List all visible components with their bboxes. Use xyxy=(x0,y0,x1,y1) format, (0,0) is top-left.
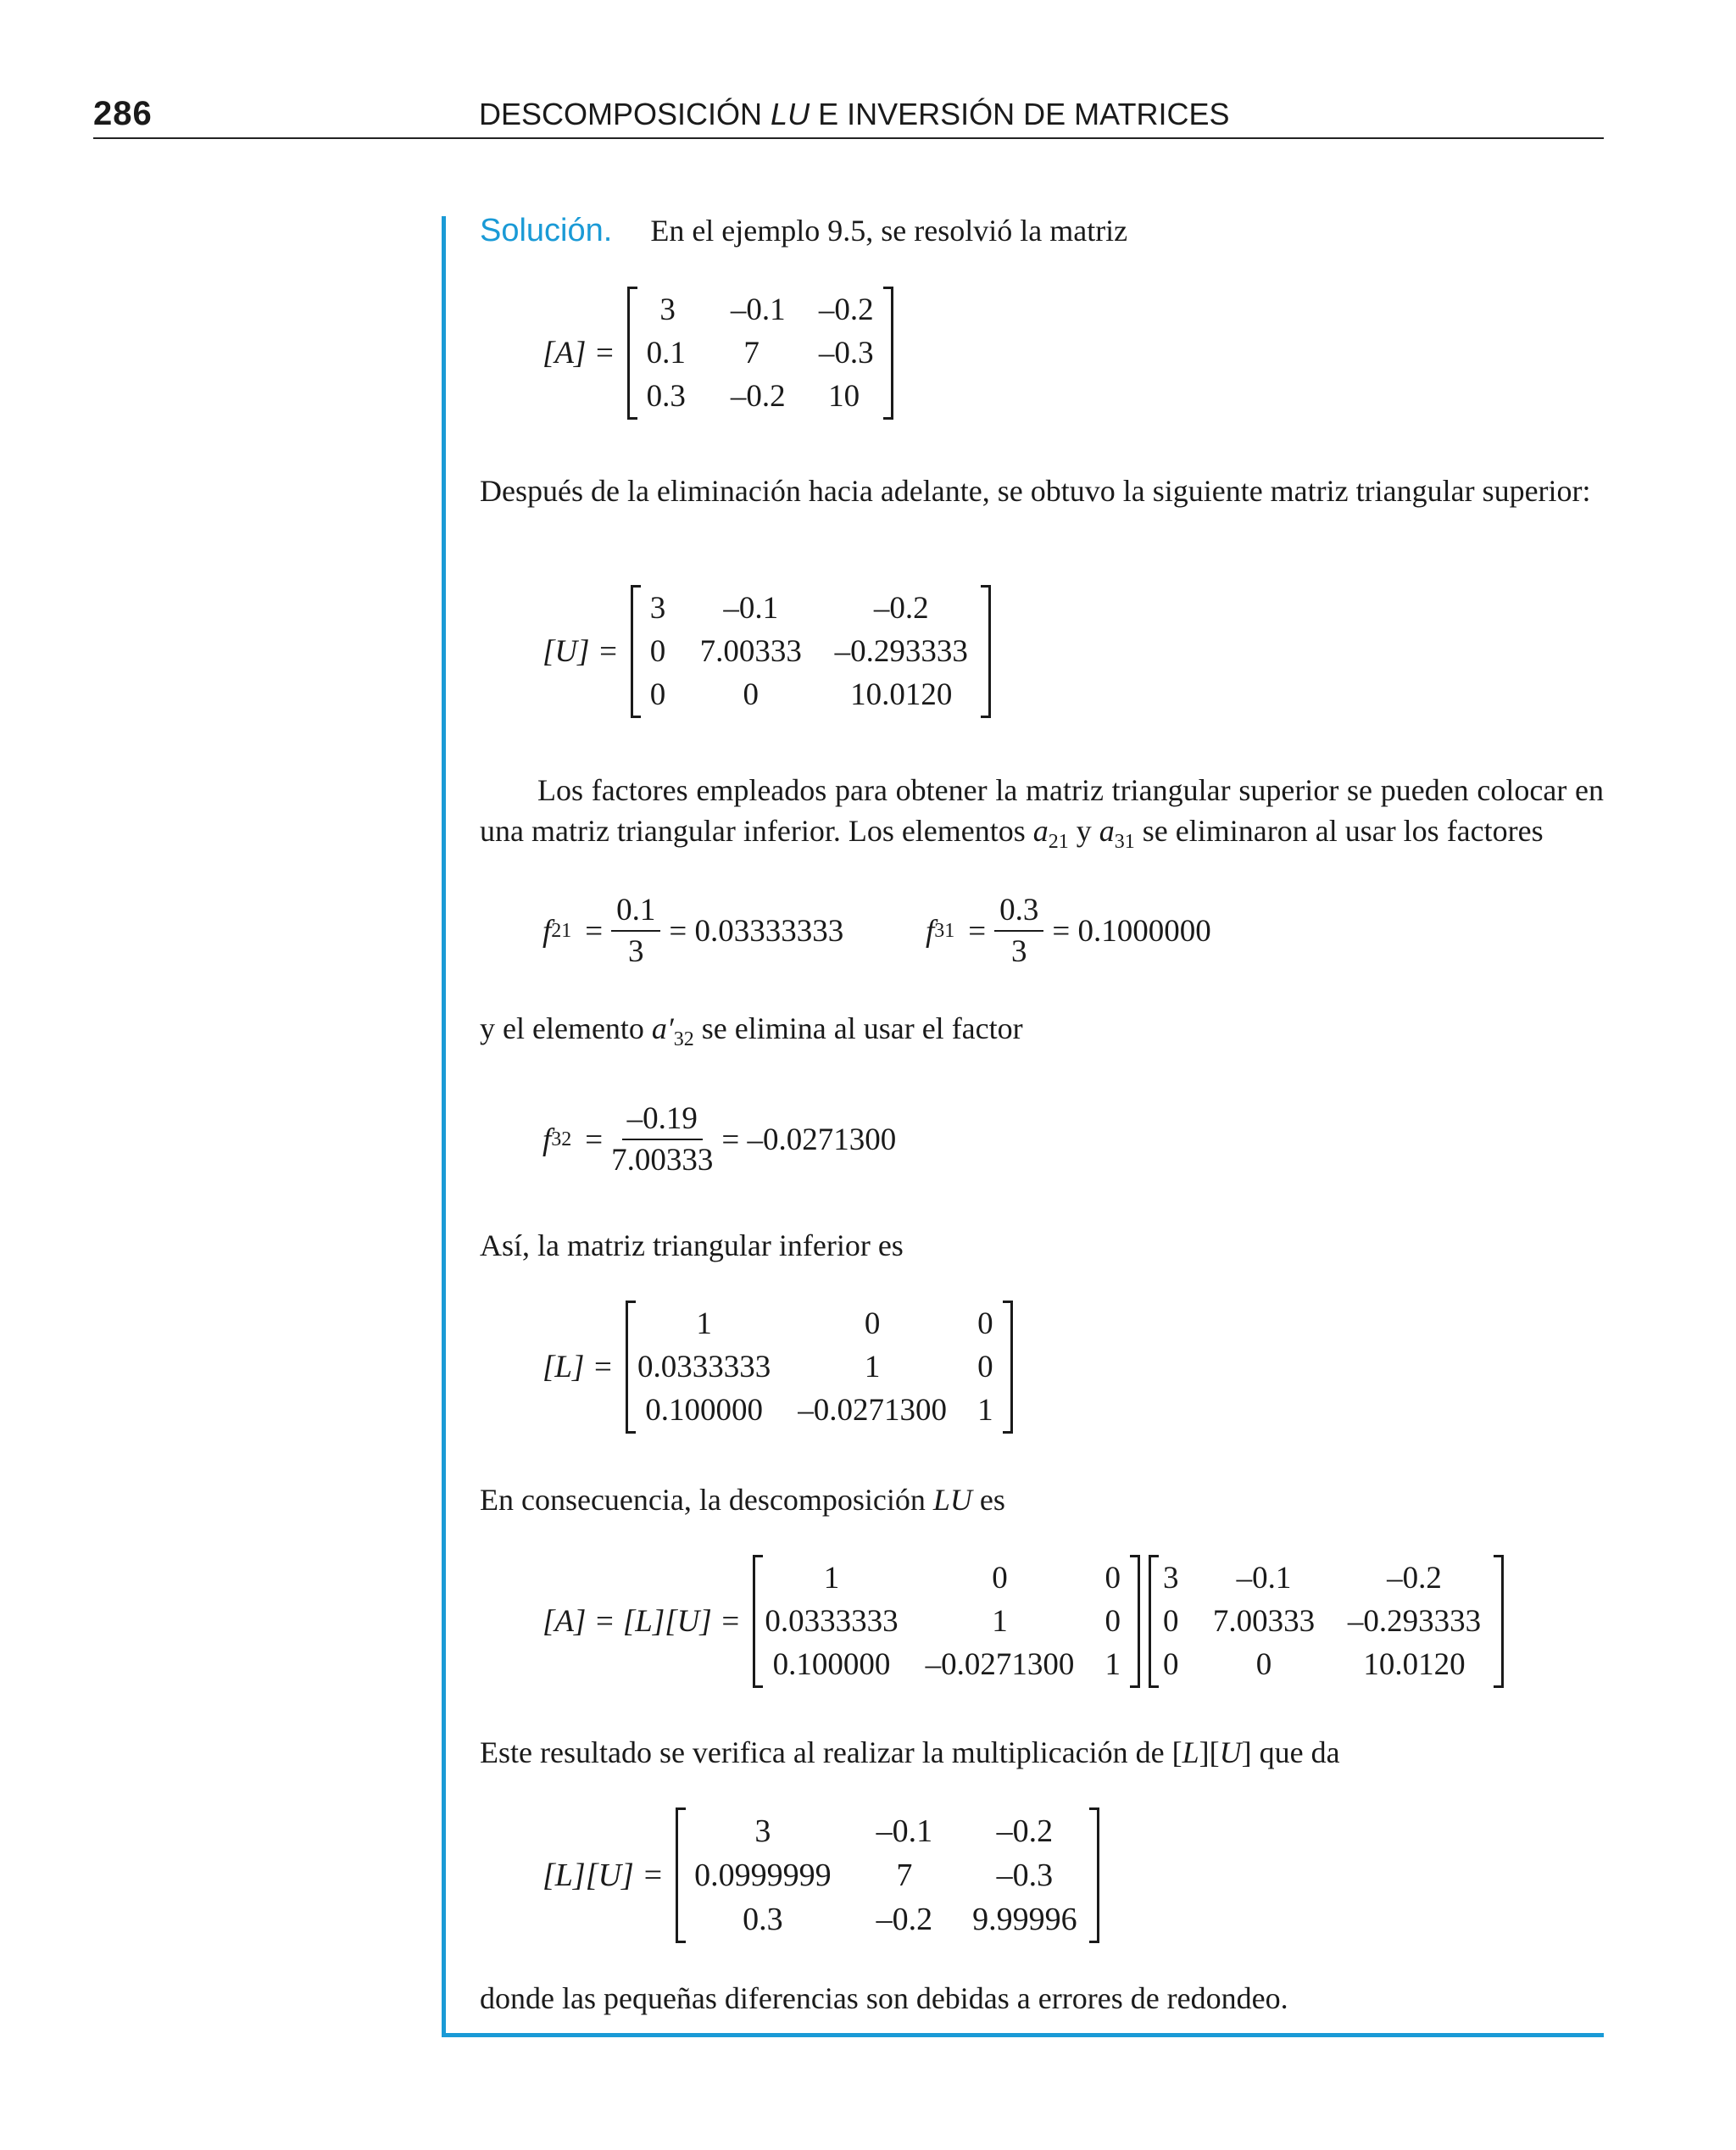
matrix-cell: –0.2 xyxy=(730,379,786,414)
running-title: DESCOMPOSICIÓN LU E INVERSIÓN DE MATRICES xyxy=(479,97,1230,131)
matrix-l xyxy=(626,1301,1013,1434)
matrix-cell: 3 xyxy=(754,1813,771,1849)
matrix-cell: –0.1 xyxy=(723,591,779,626)
matrix-cell: 7.00333 xyxy=(1212,1604,1316,1639)
decomposition-lhs: [A] = [L][U] = xyxy=(542,1604,741,1639)
paragraph-forward-elimination: Después de la eliminación hacia adelante, se obtuvo la siguiente matriz triangular superior: xyxy=(480,474,1591,508)
matrix-cell: 0.3 xyxy=(743,1902,783,1937)
matrix-cell: 0.0333333 xyxy=(765,1604,899,1639)
matrix-u-lhs: [U] = xyxy=(542,634,619,669)
matrix-a-lhs: [A] = xyxy=(542,336,615,370)
matrix-cell: –0.0271300 xyxy=(798,1393,947,1428)
matrix-cell: 0 xyxy=(649,677,666,712)
matrix-cell: –0.2 xyxy=(876,1902,933,1937)
matrix-cell: –0.2 xyxy=(996,1813,1054,1849)
matrix-cell: 0.1 xyxy=(646,336,686,370)
matrix-cell: –0.3 xyxy=(818,336,874,370)
matrix-cell: 0.0333333 xyxy=(637,1350,771,1384)
matrix-cell: –0.1 xyxy=(730,292,786,327)
matrix-u-equation xyxy=(542,585,991,718)
matrix-cell: 0 xyxy=(1104,1561,1121,1596)
matrix-lu-product-equation xyxy=(542,1807,1099,1943)
matrix-cell: 1 xyxy=(977,1393,993,1428)
matrix-cell: 0.100000 xyxy=(645,1393,763,1428)
matrix-cell: –0.0271300 xyxy=(925,1647,1075,1682)
sentence-lower-triangular: Así, la matriz triangular inferior es xyxy=(480,1228,904,1262)
matrix-cell: 0 xyxy=(977,1350,993,1384)
matrix-cell: 1 xyxy=(823,1561,840,1596)
matrix-a xyxy=(627,287,893,420)
matrix-cell: 0 xyxy=(977,1306,993,1341)
header-rule xyxy=(93,137,1604,139)
paragraph-factors: Los factores empleados para obtener la matriz triangular superior se pueden colocar en una matriz triangular inferior. Los elementos $a_{21}$ y $a_{31}$ se eliminaron al usar los factores xyxy=(480,773,1604,853)
matrix-cell: –0.2 xyxy=(873,591,929,626)
matrix-cell: 0 xyxy=(649,634,666,669)
matrix-cell: 10 xyxy=(828,379,860,414)
matrix-cell: 1 xyxy=(992,1604,1008,1639)
decomposition-matrix-l xyxy=(753,1555,1140,1688)
f21-fraction: $\frac{0.1}{3}$ xyxy=(611,892,660,970)
matrix-cell: –0.3 xyxy=(996,1858,1054,1893)
matrix-cell: –0.1 xyxy=(1236,1561,1292,1596)
matrix-cell: 3 xyxy=(1162,1561,1179,1596)
matrix-cell: –0.2 xyxy=(818,292,874,327)
solution-label: Solución. xyxy=(480,213,613,248)
f31-fraction: $\frac{0.3}{3}$ xyxy=(994,892,1043,970)
matrix-cell: 10.0120 xyxy=(850,677,953,712)
f32-fraction: $\frac{-0.19}{7.00333}$ xyxy=(611,1101,714,1178)
matrix-cell: 0 xyxy=(992,1561,1008,1596)
matrix-cell: 3 xyxy=(649,591,666,626)
matrix-cell: 1 xyxy=(1104,1647,1121,1682)
matrix-cell: –0.1 xyxy=(876,1813,933,1849)
matrix-cell: 1 xyxy=(696,1306,712,1341)
solution-side-bar xyxy=(442,216,446,2037)
matrix-cell: 0.0999999 xyxy=(694,1858,832,1893)
sentence-a32: y el elemento $a'_{32}$ se elimina al usar el factor xyxy=(480,1011,1023,1050)
matrix-cell: 3 xyxy=(659,292,676,327)
matrix-cell: –0.293333 xyxy=(1347,1604,1482,1639)
matrix-cell: –0.2 xyxy=(1387,1561,1442,1596)
page-number: 286 xyxy=(93,95,153,132)
matrix-cell: 9.99996 xyxy=(972,1902,1077,1937)
matrix-cell: 0 xyxy=(743,677,759,712)
closing-sentence: donde las pequeñas diferencias son debidas a errores de redondeo. xyxy=(480,1981,1288,2015)
solution-bottom-rule xyxy=(442,2033,1604,2037)
f21-equation: f 21 = $\frac{0.1}{3}$ = 0.03333333 xyxy=(542,893,844,969)
solution-intro: Solución. En el ejemplo 9.5, se resolvió la matriz xyxy=(480,213,1128,248)
matrix-cell: 10.0120 xyxy=(1363,1647,1466,1682)
matrix-cell: 0.100000 xyxy=(772,1647,891,1682)
matrix-cell: 7.00333 xyxy=(699,634,802,669)
f32-equation: f 32 = $\frac{-0.19}{7.00333}$ = –0.0271300 xyxy=(542,1101,897,1178)
matrix-cell: 1 xyxy=(864,1350,881,1384)
matrix-a-equation xyxy=(542,287,893,420)
matrix-cell: 0 xyxy=(1162,1604,1179,1639)
matrix-cell: 0 xyxy=(1104,1604,1121,1639)
matrix-lu-product xyxy=(676,1807,1099,1943)
decomposition-matrix-u xyxy=(1149,1555,1504,1688)
matrix-cell: 0 xyxy=(1255,1647,1272,1682)
matrix-cell: 0.3 xyxy=(646,379,686,414)
matrix-cell: –0.293333 xyxy=(834,634,968,669)
matrix-cell: 7 xyxy=(896,1858,913,1893)
matrix-lu-lhs: [L][U] = xyxy=(542,1858,664,1893)
f31-equation: f 31 = $\frac{0.3}{3}$ = 0.1000000 xyxy=(926,893,1211,969)
matrix-cell: 0 xyxy=(1162,1647,1179,1682)
sentence-lu-decomposition: En consecuencia, la descomposición LU es xyxy=(480,1483,1005,1517)
matrix-l-lhs: [L] = xyxy=(542,1350,614,1384)
matrix-cell: 0 xyxy=(864,1306,881,1341)
sentence-verify: Este resultado se verifica al realizar la multiplicación de [L][U] que da xyxy=(480,1735,1340,1769)
lu-decomposition-equation xyxy=(542,1555,1504,1688)
matrix-cell: 7 xyxy=(743,336,760,370)
matrix-l-equation xyxy=(542,1301,1013,1434)
matrix-u xyxy=(631,585,991,718)
